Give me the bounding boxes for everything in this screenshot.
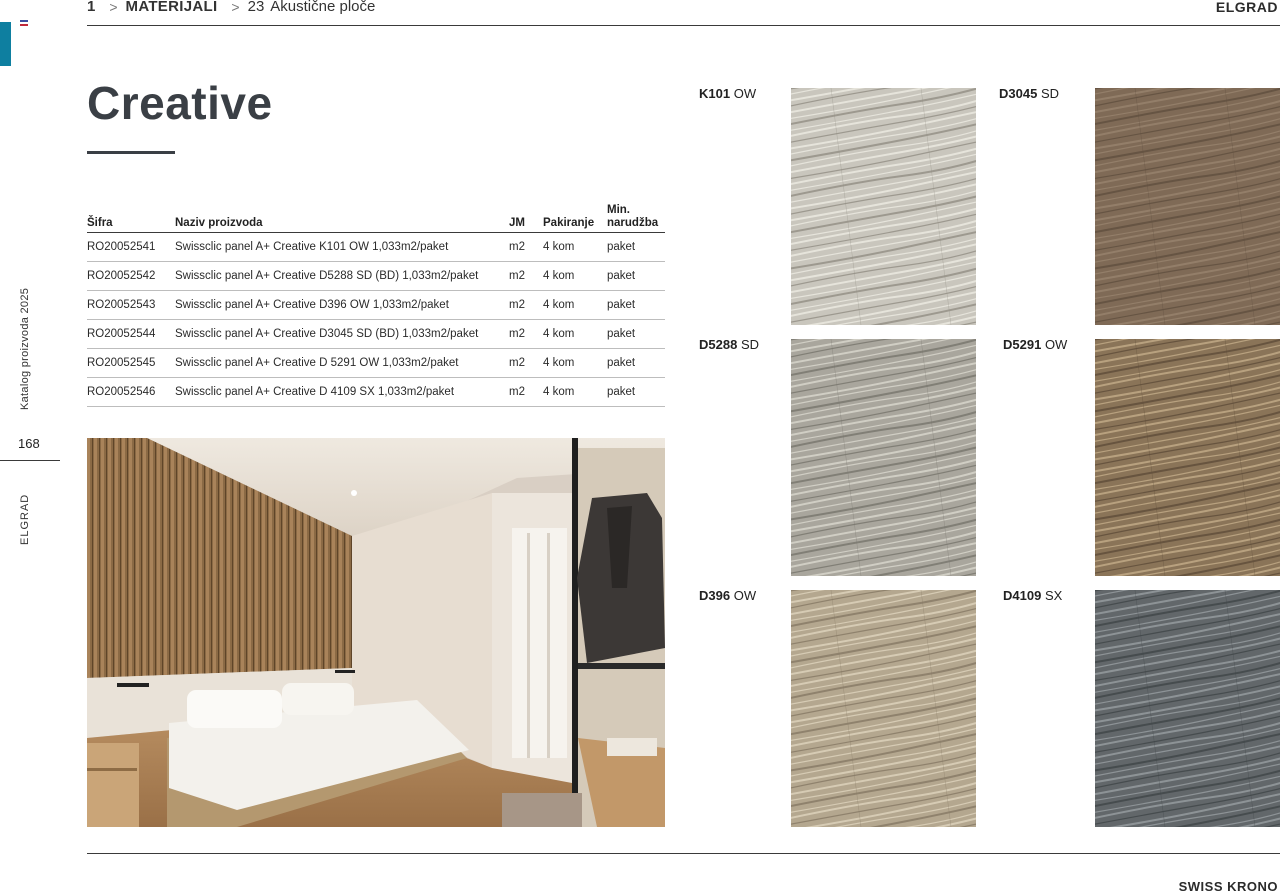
swatch-code: D396: [699, 588, 731, 603]
page-number: 168: [18, 436, 40, 451]
table-header-row: [87, 204, 665, 233]
table-row: [87, 262, 665, 291]
column-header-packaging: Pakiranje: [543, 204, 607, 233]
column-header-min-order: [607, 204, 665, 233]
product-code: RO20052542: [87, 262, 175, 291]
product-unit: m2: [509, 291, 543, 320]
panel-texture: [791, 590, 976, 827]
swatch-k101[interactable]: [791, 88, 976, 325]
product-code: RO20052546: [87, 378, 175, 407]
breadcrumb-chapter[interactable]: MATERIJALI: [125, 0, 218, 15]
breadcrumb-section[interactable]: Akustične ploče: [270, 0, 376, 15]
product-name: Swissclic panel A+ Creative D 5291 OW 1,033m2/paket: [175, 349, 509, 378]
footer-divider: [87, 853, 1280, 854]
panel-texture: [791, 88, 976, 325]
table-row: [87, 320, 665, 349]
swatch-code: D3045: [999, 86, 1038, 101]
panel-texture: [1095, 590, 1280, 827]
swatch-d5288[interactable]: [791, 339, 976, 576]
table-row: [87, 233, 665, 262]
chevron-right-icon: >: [109, 0, 118, 15]
product-packaging: 4 kom: [543, 349, 607, 378]
swatch-label-d5288: [699, 337, 759, 352]
product-unit: m2: [509, 378, 543, 407]
title-underline: [87, 151, 175, 154]
product-code: RO20052543: [87, 291, 175, 320]
swatch-label-d4109: [1003, 588, 1062, 603]
swatch-finish: SD: [740, 337, 759, 352]
product-table: [87, 204, 665, 407]
product-min-order: paket: [607, 262, 665, 291]
product-packaging: 4 kom: [543, 320, 607, 349]
product-name: Swissclic panel A+ Creative K101 OW 1,033m2/paket: [175, 233, 509, 262]
swatch-d3045[interactable]: [1095, 88, 1280, 325]
chapter-color-tab: [0, 22, 11, 66]
swatch-d396[interactable]: [791, 590, 976, 827]
chevron-right-icon: >: [231, 0, 240, 15]
product-min-order: paket: [607, 233, 665, 262]
breadcrumb: [87, 0, 375, 15]
table-row: [87, 349, 665, 378]
header-bar: [87, 0, 1280, 26]
panel-texture: [1095, 88, 1280, 325]
swatch-code: K101: [699, 86, 731, 101]
product-unit: m2: [509, 262, 543, 291]
swatch-finish: SX: [1044, 588, 1063, 603]
swatch-finish: OW: [1044, 337, 1068, 352]
product-packaging: 4 kom: [543, 378, 607, 407]
swatch-label-d5291: [1003, 337, 1067, 352]
swatch-label-d3045: [999, 86, 1059, 101]
breadcrumb-chapter-number: 1: [87, 0, 96, 15]
flag-icon: [20, 20, 28, 26]
product-code: RO20052541: [87, 233, 175, 262]
swatch-code: D4109: [1003, 588, 1042, 603]
product-name: Swissclic panel A+ Creative D396 OW 1,033m2/paket: [175, 291, 509, 320]
product-packaging: 4 kom: [543, 262, 607, 291]
product-code: RO20052544: [87, 320, 175, 349]
product-min-order: paket: [607, 349, 665, 378]
panel-texture: [1095, 339, 1280, 576]
product-packaging: 4 kom: [543, 291, 607, 320]
swatch-label-k101: [699, 86, 756, 101]
product-name: Swissclic panel A+ Creative D3045 SD (BD) 1,033m2/paket: [175, 320, 509, 349]
product-unit: m2: [509, 320, 543, 349]
brand-header: ELGRAD: [1215, 0, 1278, 15]
swatch-finish: OW: [733, 588, 757, 603]
divider: [0, 460, 60, 461]
swatch-d5291[interactable]: [1095, 339, 1280, 576]
product-name: Swissclic panel A+ Creative D5288 SD (BD) 1,033m2/paket: [175, 262, 509, 291]
table-row: [87, 378, 665, 407]
min-order-header-line1: Min.: [607, 204, 630, 216]
product-min-order: paket: [607, 291, 665, 320]
catalog-label: Katalog proizvoda 2025: [19, 287, 31, 410]
column-header-code: Šifra: [87, 204, 175, 233]
page-title: Creative: [87, 77, 273, 129]
breadcrumb-section-number: 23: [247, 0, 265, 15]
swatch-finish: SD: [1040, 86, 1059, 101]
sidebar-brand: ELGRAD: [19, 493, 31, 545]
product-packaging: 4 kom: [543, 233, 607, 262]
product-code: RO20052545: [87, 349, 175, 378]
room-photo: [87, 438, 665, 827]
swatch-code: D5288: [699, 337, 738, 352]
table-row: [87, 291, 665, 320]
product-min-order: paket: [607, 378, 665, 407]
swatch-code: D5291: [1003, 337, 1042, 352]
panel-texture: [791, 339, 976, 576]
product-unit: m2: [509, 233, 543, 262]
product-min-order: paket: [607, 320, 665, 349]
column-header-name: Naziv proizvoda: [175, 204, 509, 233]
product-name: Swissclic panel A+ Creative D 4109 SX 1,033m2/paket: [175, 378, 509, 407]
column-header-unit: JM: [509, 204, 543, 233]
min-order-header-line2: narudžba: [607, 217, 659, 229]
swatch-d4109[interactable]: [1095, 590, 1280, 827]
product-unit: m2: [509, 349, 543, 378]
swatch-finish: OW: [733, 86, 757, 101]
brand-footer: SWISS KRONO: [1178, 879, 1278, 893]
swatch-label-d396: [699, 588, 756, 603]
